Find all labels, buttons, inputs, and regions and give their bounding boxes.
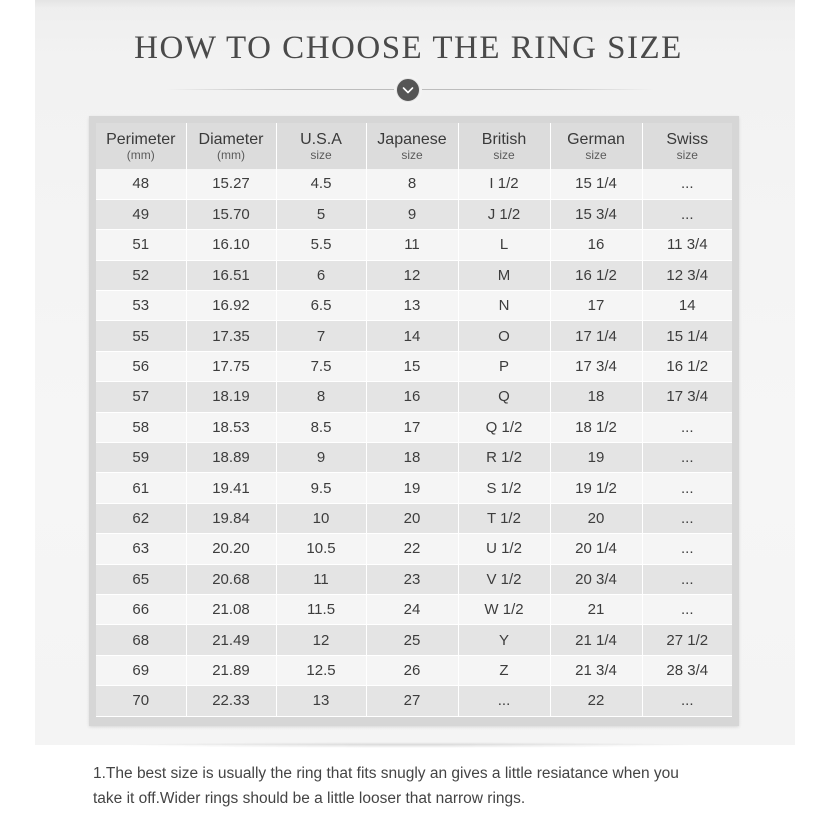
table-cell: ... [642, 169, 732, 199]
table-cell: 15 1/4 [642, 321, 732, 351]
note-line-2: take it off.Wider rings should be a little looser that narrow rings. [93, 790, 526, 807]
table-cell: 21.89 [186, 655, 276, 685]
table-cell: 17 3/4 [550, 351, 642, 381]
column-header [366, 123, 458, 169]
table-row [96, 473, 732, 503]
table-cell: 19 [550, 443, 642, 473]
chevron-down-icon [396, 78, 420, 102]
table-cell: 11 [276, 564, 366, 594]
table-cell: 20 [550, 503, 642, 533]
table-cell: 22.33 [186, 686, 276, 716]
table-row [96, 412, 732, 442]
table-cell: 6 [276, 260, 366, 290]
table-cell: Y [458, 625, 550, 655]
table-cell: 27 [366, 686, 458, 716]
table-cell: 70 [96, 686, 186, 716]
table-row [96, 625, 732, 655]
table-cell: 21 [550, 594, 642, 624]
table-cell: 27 1/2 [642, 625, 732, 655]
table-cell: 59 [96, 443, 186, 473]
table-row [96, 534, 732, 564]
table-cell: 25 [366, 625, 458, 655]
column-header-unit: (mm) [126, 147, 155, 162]
table-cell: M [458, 260, 550, 290]
page-title: HOW TO CHOOSE THE RING SIZE [134, 30, 683, 66]
table-row [96, 169, 732, 199]
table-cell: 9.5 [276, 473, 366, 503]
column-header-label: British [481, 130, 527, 148]
table-cell: 26 [366, 655, 458, 685]
table-cell: 55 [96, 321, 186, 351]
table-cell: 15 1/4 [550, 169, 642, 199]
table-cell: 17.75 [186, 351, 276, 381]
table-cell: 21.49 [186, 625, 276, 655]
table-cell: 49 [96, 199, 186, 229]
table-cell: 8.5 [276, 412, 366, 442]
table-cell: 68 [96, 625, 186, 655]
table-cell: 17 [366, 412, 458, 442]
table-cell: ... [642, 199, 732, 229]
table-cell: 17 3/4 [642, 382, 732, 412]
table-cell: 21 1/4 [550, 625, 642, 655]
table-cell: 13 [276, 686, 366, 716]
table-cell: 28 3/4 [642, 655, 732, 685]
table-cell: 16 [366, 382, 458, 412]
column-header [186, 123, 276, 169]
column-header-label: U.S.A [300, 130, 342, 148]
table-cell: 12 [366, 260, 458, 290]
table-cell: P [458, 351, 550, 381]
table-cell: 14 [642, 291, 732, 321]
table-cell: 22 [550, 686, 642, 716]
table-cell: ... [642, 503, 732, 533]
table-cell: 10 [276, 503, 366, 533]
table-cell: 16.92 [186, 291, 276, 321]
table-header-row [96, 123, 732, 169]
column-header-unit: size [493, 147, 515, 162]
table-cell: 11 [366, 230, 458, 260]
table-cell: 15.70 [186, 199, 276, 229]
table-cell: 12 3/4 [642, 260, 732, 290]
table-cell: I 1/2 [458, 169, 550, 199]
table-cell: 65 [96, 564, 186, 594]
table-cell: 8 [366, 169, 458, 199]
table-row [96, 260, 732, 290]
table-cell: R 1/2 [458, 443, 550, 473]
table-row [96, 382, 732, 412]
column-header-unit: (mm) [217, 147, 245, 162]
table-cell: ... [642, 564, 732, 594]
sizing-note [93, 761, 753, 811]
column-header-unit: size [585, 147, 607, 162]
table-cell: 9 [366, 199, 458, 229]
table-cell: 21 3/4 [550, 655, 642, 685]
table-row [96, 199, 732, 229]
column-header [642, 123, 732, 169]
table-cell: ... [642, 686, 732, 716]
table-cell: 9 [276, 443, 366, 473]
table-cell: 16.51 [186, 260, 276, 290]
table-row [96, 321, 732, 351]
table-cell: L [458, 230, 550, 260]
column-header-unit: size [401, 147, 423, 162]
table-cell: 16 1/2 [642, 351, 732, 381]
table-cell: 19 1/2 [550, 473, 642, 503]
table-cell: 20 3/4 [550, 564, 642, 594]
table-cell: 15.27 [186, 169, 276, 199]
table-cell: 18.19 [186, 382, 276, 412]
table-cell: ... [642, 594, 732, 624]
note-line-1: 1.The best size is usually the ring that fits snugly an gives a little resiatance when you [93, 765, 679, 782]
table-cell: 10.5 [276, 534, 366, 564]
table-cell: 56 [96, 351, 186, 381]
table-cell: ... [642, 412, 732, 442]
table-cell: 19 [366, 473, 458, 503]
table-cell: 61 [96, 473, 186, 503]
table-cell: 18 [550, 382, 642, 412]
table-cell: 52 [96, 260, 186, 290]
table-cell: 53 [96, 291, 186, 321]
table-cell: 18 [366, 443, 458, 473]
table-row [96, 564, 732, 594]
table-cell: 18.89 [186, 443, 276, 473]
table-cell: 20 [366, 503, 458, 533]
table-cell: 17 [550, 291, 642, 321]
table-cell: 69 [96, 655, 186, 685]
table-cell: S 1/2 [458, 473, 550, 503]
table-cell: O [458, 321, 550, 351]
column-header [458, 123, 550, 169]
column-header-label: Diameter [198, 130, 264, 148]
table-cell: 66 [96, 594, 186, 624]
table-row [96, 351, 732, 381]
table-cell: 62 [96, 503, 186, 533]
table-cell: W 1/2 [458, 594, 550, 624]
column-header [550, 123, 642, 169]
table-cell: 18.53 [186, 412, 276, 442]
table-cell: 16 1/2 [550, 260, 642, 290]
table-cell: U 1/2 [458, 534, 550, 564]
table-cell: 5 [276, 199, 366, 229]
table-cell: 16.10 [186, 230, 276, 260]
table-cell: 15 3/4 [550, 199, 642, 229]
column-header [96, 123, 186, 169]
table-cell: 48 [96, 169, 186, 199]
table-cell: 14 [366, 321, 458, 351]
table-cell: 63 [96, 534, 186, 564]
column-header-label: Swiss [666, 130, 709, 148]
table-cell: 19.84 [186, 503, 276, 533]
table-cell: 16 [550, 230, 642, 260]
table-cell: 57 [96, 382, 186, 412]
column-header-unit: size [676, 147, 698, 162]
table-cell: Q 1/2 [458, 412, 550, 442]
table-row [96, 594, 732, 624]
table-cell: ... [642, 473, 732, 503]
table-cell: 15 [366, 351, 458, 381]
table-row [96, 443, 732, 473]
table-cell: 17.35 [186, 321, 276, 351]
table-cell: 8 [276, 382, 366, 412]
table-cell: 20.68 [186, 564, 276, 594]
size-table-frame [89, 116, 739, 726]
column-header-unit: size [310, 147, 332, 162]
table-row [96, 655, 732, 685]
table-cell: N [458, 291, 550, 321]
table-cell: 11.5 [276, 594, 366, 624]
table-cell: ... [458, 686, 550, 716]
table-cell: 20 1/4 [550, 534, 642, 564]
table-row [96, 291, 732, 321]
table-cell: 11 3/4 [642, 230, 732, 260]
table-cell: 22 [366, 534, 458, 564]
table-cell: Z [458, 655, 550, 685]
table-cell: Q [458, 382, 550, 412]
table-cell: 51 [96, 230, 186, 260]
column-header-label: German [567, 130, 625, 148]
table-row [96, 230, 732, 260]
table-cell: 7 [276, 321, 366, 351]
table-cell: J 1/2 [458, 199, 550, 229]
table-cell: 4.5 [276, 169, 366, 199]
table-body [96, 169, 732, 716]
table-cell: 58 [96, 412, 186, 442]
table-cell: 18 1/2 [550, 412, 642, 442]
table-cell: 17 1/4 [550, 321, 642, 351]
table-cell: ... [642, 534, 732, 564]
table-row [96, 686, 732, 716]
table-cell: 21.08 [186, 594, 276, 624]
table-cell: 12 [276, 625, 366, 655]
column-header-label: Japanese [377, 130, 447, 148]
table-shadow [120, 742, 700, 748]
table-cell: T 1/2 [458, 503, 550, 533]
table-cell: ... [642, 443, 732, 473]
table-cell: 6.5 [276, 291, 366, 321]
column-header [276, 123, 366, 169]
column-header-label: Perimeter [106, 130, 176, 148]
ring-size-table [96, 123, 732, 717]
table-cell: 12.5 [276, 655, 366, 685]
table-cell: 13 [366, 291, 458, 321]
table-row [96, 503, 732, 533]
table-cell: 24 [366, 594, 458, 624]
table-cell: 19.41 [186, 473, 276, 503]
table-cell: V 1/2 [458, 564, 550, 594]
table-cell: 23 [366, 564, 458, 594]
table-cell: 5.5 [276, 230, 366, 260]
table-cell: 20.20 [186, 534, 276, 564]
table-cell: 7.5 [276, 351, 366, 381]
